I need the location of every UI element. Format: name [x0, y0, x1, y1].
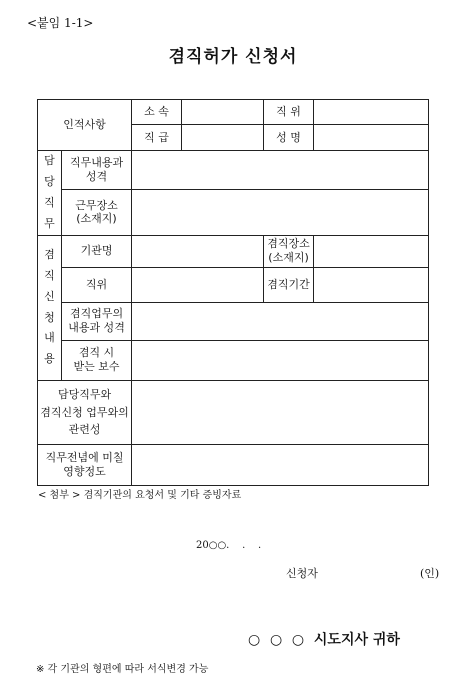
footnote: ※ 각 기관의 형편에 따라 서식변경 가능: [36, 664, 209, 675]
relevance-field[interactable]: [132, 380, 429, 444]
name-label: 성 명: [264, 125, 314, 151]
application-date: 20○○. . .: [196, 540, 262, 551]
relevance-label: 담당직무와 겸직신청 업무와의 관련성: [38, 380, 132, 444]
impact-field[interactable]: [132, 444, 429, 485]
seal-mark: (인): [420, 567, 440, 580]
document-title: 겸직허가 신청서: [168, 47, 298, 67]
personal-info-label: 인적사항: [38, 100, 132, 151]
addressee: ○ ○ ○ 시도지사 귀하: [248, 632, 400, 648]
impact-label: 직무전념에 미칠 영향정도: [38, 444, 132, 485]
dual-job-location-field[interactable]: [314, 235, 429, 267]
dual-job-pay-label: 겸직 시 받는 보수: [62, 340, 132, 380]
dual-job-pay-field[interactable]: [132, 340, 429, 380]
duty-content-field[interactable]: [132, 151, 429, 190]
affiliation-label: 소 속: [132, 100, 182, 125]
position-label: 직 위: [264, 100, 314, 125]
attachment-label: <붙임 1-1>: [27, 16, 94, 30]
duty-content-label: 직무내용과 성격: [62, 151, 132, 190]
position-field[interactable]: [314, 100, 429, 125]
dual-job-position-field[interactable]: [132, 267, 264, 302]
organization-field[interactable]: [132, 235, 264, 267]
name-field[interactable]: [314, 125, 429, 151]
rank-field[interactable]: [182, 125, 264, 151]
dual-job-period-label: 겸직기간: [264, 267, 314, 302]
applicant-label: 신청자: [286, 567, 318, 580]
dual-job-location-label: 겸직장소 (소재지): [264, 235, 314, 267]
duty-location-field[interactable]: [132, 190, 429, 235]
dual-job-position-label: 직위: [62, 267, 132, 302]
duty-location-label: 근무장소 (소재지): [62, 190, 132, 235]
application-form-table: [37, 99, 429, 486]
organization-label: 기관명: [62, 235, 132, 267]
dual-job-content-label: 겸직업무의 내용과 성격: [62, 302, 132, 340]
affiliation-field[interactable]: [182, 100, 264, 125]
dual-job-content-field[interactable]: [132, 302, 429, 340]
current-duty-side-label: 담 당 직 무: [38, 151, 62, 236]
rank-label: 직 급: [132, 125, 182, 151]
dual-job-side-label: 겸 직 신 청 내 용: [38, 235, 62, 380]
attachment-note: < 첨부 > 겸직기관의 요청서 및 기타 증빙자료: [38, 490, 242, 501]
dual-job-period-field[interactable]: [314, 267, 429, 302]
